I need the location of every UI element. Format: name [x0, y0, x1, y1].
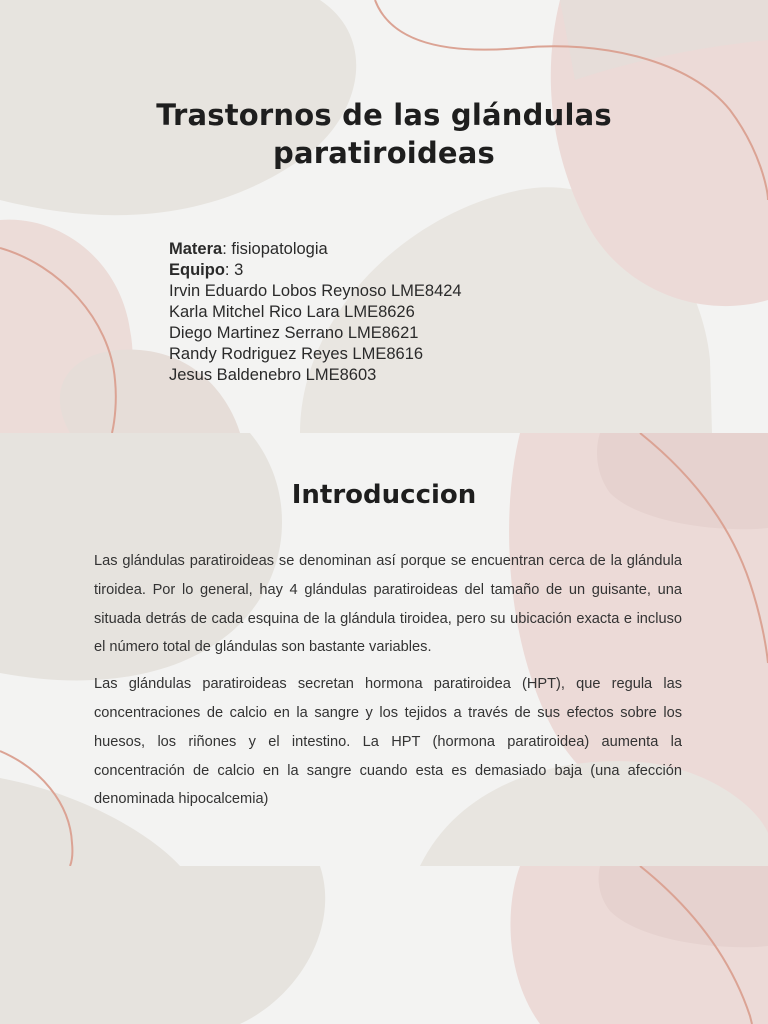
team-info [169, 239, 462, 386]
title-line-1: Trastornos de las glándulas [156, 98, 612, 132]
intro-body [94, 547, 682, 822]
intro-slide [0, 433, 768, 866]
intro-heading: Introduccion [291, 480, 477, 510]
team-member: Irvin Eduardo Lobos Reynoso LME8424 [169, 282, 462, 300]
intro-paragraph-2: Las glándulas paratiroideas secretan hormona paratiroidea (HPT), que regula las concentraciones de calcio en la sangre y los tejidos a través de sus efectos sobre los huesos, los riñones y el intestino. La HPT (hormona paratiroidea) aumenta la concentración de calcio en la sangre cuando esta es demasiado baja (una afección denominada hipocalcemia) [94, 676, 682, 808]
team-member: Jesus Baldenebro LME8603 [169, 366, 377, 384]
team-label: Equipo [169, 261, 225, 279]
presentation-title [0, 96, 768, 172]
subject-label: Matera [169, 240, 223, 258]
team-row [169, 260, 462, 281]
subject-row [169, 239, 462, 260]
cover-slide [0, 0, 768, 433]
intro-paragraph-1: Las glándulas paratiroideas se denominan así porque se encuentran cerca de la glándula tiroidea. Por lo general, hay 4 glándulas paratiroideas del tamaño de un guisante, una situada detrás de cada esquina de la glándula tiroidea, pero su ubicación exacta e incluso el número total de glándulas son bastante variables. [94, 553, 682, 656]
subject-value: : fisiopatologia [222, 240, 328, 258]
next-slide-partial [0, 866, 768, 1024]
team-member: Randy Rodriguez Reyes LME8616 [169, 345, 424, 363]
team-member: Karla Mitchel Rico Lara LME8626 [169, 303, 415, 321]
title-line-2: paratiroideas [272, 136, 496, 170]
team-member: Diego Martinez Serrano LME8621 [169, 324, 419, 342]
decorative-background [0, 866, 768, 1024]
team-value: : 3 [224, 261, 244, 279]
